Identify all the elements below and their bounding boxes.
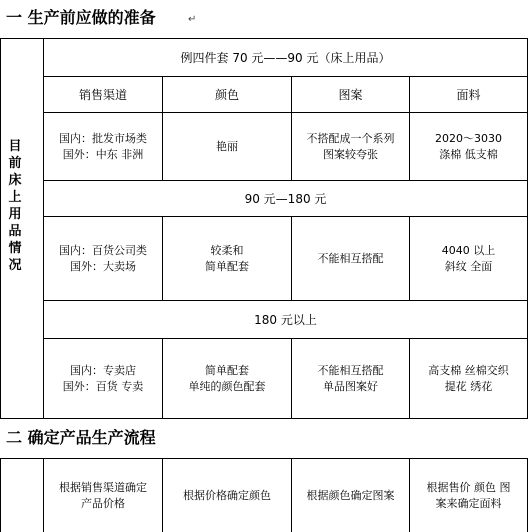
table-border-bottom	[0, 418, 528, 419]
tier3-fabric: 高支棉 丝棉交织 提花 绣花	[428, 363, 509, 393]
tier2-fabric: 4040 以上 斜纹 全面	[441, 243, 496, 273]
tier3-channel: 国内：专卖店 国外：百货 专卖	[62, 363, 144, 393]
tier2-pattern: 不能相互搭配	[317, 251, 384, 265]
side-label: 目 前 床 上 用 品 情 况	[8, 139, 22, 273]
process-step-1: 根据销售渠道确定 产品价格	[59, 480, 147, 510]
tier1-channel: 国内：批发市场类 国外：中东 非洲	[59, 131, 147, 161]
tier1-pattern: 不搭配成一个系列 图案较夸张	[306, 131, 395, 161]
process-step-2: 根据价格确定颜色	[183, 488, 271, 502]
tier2-channel: 国内：百货公司类 国外：大卖场	[59, 243, 147, 273]
process-step-4: 根据售价 颜色 图 案来确定面料	[426, 480, 511, 510]
header-fabric: 面料	[456, 87, 481, 102]
price-tier-3: 180 元以上	[254, 312, 317, 327]
price-tier-1: 例四件套 70 元——90 元（床上用品）	[180, 50, 391, 65]
tier2-color: 较柔和 简单配套	[205, 243, 249, 273]
price-tier-2: 90 元—180 元	[244, 191, 327, 206]
table-border-left	[0, 458, 1, 532]
return-mark: ↵	[188, 14, 197, 25]
process-step-3: 根据颜色确定图案	[306, 488, 395, 502]
section2-title: 二 确定产品生产流程	[6, 428, 156, 447]
tier3-pattern: 不能相互搭配 单品图案好	[317, 363, 384, 393]
header-channel: 销售渠道	[78, 87, 127, 102]
header-pattern: 图案	[338, 87, 363, 102]
section1-title: 一 生产前应做的准备	[6, 8, 156, 27]
header-color: 颜色	[214, 87, 239, 102]
tier1-fabric: 2020～3030 涤棉 低支棉	[435, 131, 502, 161]
tier3-color: 简单配套 单纯的颜色配套	[188, 363, 266, 393]
table-border-left	[0, 38, 1, 418]
tier1-color: 艳丽	[216, 139, 238, 153]
